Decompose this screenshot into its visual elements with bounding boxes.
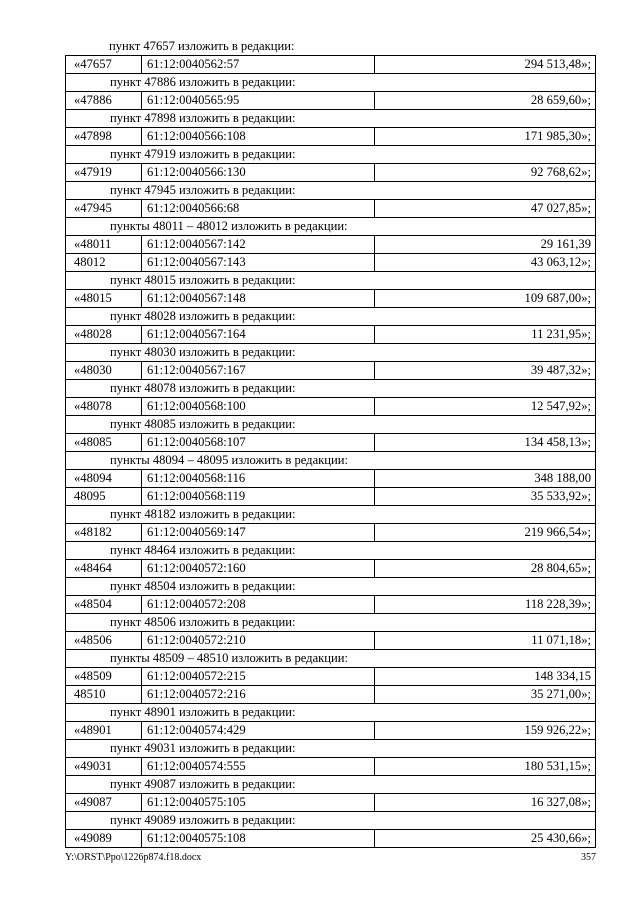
value-cell: 159 926,22»;: [524, 723, 591, 737]
cadastral-number-cell: 61:12:0040567:167: [142, 362, 375, 379]
value-cell: 35 271,00»;: [530, 687, 591, 701]
amendment-instruction: пункт 47898 изложить в редакции:: [65, 110, 596, 127]
table-row: [65, 829, 596, 848]
amendment-entry: [65, 218, 596, 272]
cadastral-number-cell: 61:12:0040562:57: [142, 56, 375, 73]
table-row: [65, 289, 596, 308]
value-cell: 12 547,92»;: [530, 399, 591, 413]
table-row: [65, 793, 596, 812]
cadastral-number-cell: 61:12:0040567:164: [142, 326, 375, 343]
amendment-instruction: пункт 48504 изложить в редакции:: [65, 578, 596, 595]
amendment-entry: [65, 740, 596, 776]
value-cell: 28 659,60»;: [530, 93, 591, 107]
cadastral-number-cell: 61:12:0040566:68: [142, 200, 375, 217]
cadastral-number-cell: 61:12:0040572:210: [142, 632, 375, 649]
cadastral-number-cell: 61:12:0040572:160: [142, 560, 375, 577]
cadastral-number-cell: 61:12:0040568:107: [142, 434, 375, 451]
table-row: [65, 91, 596, 110]
amendment-instruction: пункт 48464 изложить в редакции:: [65, 542, 596, 559]
amendment-entry: [65, 146, 596, 182]
value-cell: 92 768,62»;: [530, 165, 591, 179]
item-number-cell: «48464: [66, 560, 142, 577]
value-cell: 109 687,00»;: [524, 291, 591, 305]
value-cell: 29 161,39: [540, 237, 591, 251]
table-row: [65, 163, 596, 182]
amendment-instruction: пункт 48015 изложить в редакции:: [65, 272, 596, 289]
item-number-cell: «48509: [66, 668, 142, 685]
amendment-entry: [65, 344, 596, 380]
amendment-instruction: пункт 47945 изложить в редакции:: [65, 182, 596, 199]
value-cell: 43 063,12»;: [530, 255, 591, 269]
amendment-instruction: пункт 49087 изложить в редакции:: [65, 776, 596, 793]
amendment-entry: [65, 416, 596, 452]
amendment-entry: [65, 578, 596, 614]
item-number-cell: «48506: [66, 632, 142, 649]
item-number-cell: «48182: [66, 524, 142, 541]
value-cell: 148 334,15: [534, 669, 591, 683]
value-cell: 171 985,30»;: [524, 129, 591, 143]
cadastral-number-cell: 61:12:0040575:108: [142, 830, 375, 847]
cadastral-number-cell: 61:12:0040574:429: [142, 722, 375, 739]
cadastral-number-cell: 61:12:0040565:95: [142, 92, 375, 109]
amendment-instruction: пункт 47886 изложить в редакции:: [65, 74, 596, 91]
amendment-instruction: пункт 48901 изложить в редакции:: [65, 704, 596, 721]
table-row: [65, 595, 596, 614]
value-cell: 11 231,95»;: [531, 327, 591, 341]
amendment-instruction: пункт 48030 изложить в редакции:: [65, 344, 596, 361]
table-row: [65, 757, 596, 776]
value-cell: 180 531,15»;: [524, 759, 591, 773]
item-number-cell: «47657: [66, 56, 142, 73]
item-number-cell: «48078: [66, 398, 142, 415]
footer-file-path: Y:\ORST\Ppo\1226p874.f18.docx: [65, 852, 202, 863]
cadastral-number-cell: 61:12:0040567:148: [142, 290, 375, 307]
cadastral-number-cell: 61:12:0040566:108: [142, 128, 375, 145]
item-number-cell: «48030: [66, 362, 142, 379]
table-row: [65, 55, 596, 74]
amendment-instruction: пункт 49031 изложить в редакции:: [65, 740, 596, 757]
value-cell: 47 027,85»;: [530, 201, 591, 215]
table-row: [65, 325, 596, 344]
value-cell: 35 533,92»;: [530, 489, 591, 503]
value-cell: 219 966,54»;: [524, 525, 591, 539]
item-number-cell: 48510: [66, 686, 142, 703]
cadastral-number-cell: 61:12:0040575:105: [142, 794, 375, 811]
item-number-cell: «48901: [66, 722, 142, 739]
amendment-entry: [65, 542, 596, 578]
value-cell: 294 513,48»;: [524, 57, 591, 71]
value-cell: 25 430,66»;: [530, 831, 591, 845]
cadastral-number-cell: 61:12:0040567:143: [142, 254, 375, 271]
item-number-cell: «48015: [66, 290, 142, 307]
amendment-entry: [65, 74, 596, 110]
page-footer: [65, 852, 596, 863]
table-row: [65, 487, 596, 506]
amendment-entry: [65, 308, 596, 344]
amendment-instruction: пункт 48028 изложить в редакции:: [65, 308, 596, 325]
cadastral-number-cell: 61:12:0040574:555: [142, 758, 375, 775]
value-cell: 11 071,18»;: [531, 633, 591, 647]
table-row: [65, 127, 596, 146]
table-row: [65, 631, 596, 650]
table-row: [65, 559, 596, 578]
amendment-entry: [65, 776, 596, 812]
item-number-cell: «47945: [66, 200, 142, 217]
cadastral-number-cell: 61:12:0040568:100: [142, 398, 375, 415]
amendment-instruction: пункт 48078 изложить в редакции:: [65, 380, 596, 397]
item-number-cell: «48085: [66, 434, 142, 451]
item-number-cell: «47919: [66, 164, 142, 181]
table-row: [65, 253, 596, 272]
item-number-cell: 48095: [66, 488, 142, 505]
item-number-cell: «49031: [66, 758, 142, 775]
table-row: [65, 469, 596, 487]
item-number-cell: «47898: [66, 128, 142, 145]
value-cell: 134 458,13»;: [524, 435, 591, 449]
table-row: [65, 199, 596, 218]
amendment-instruction: пункт 48085 изложить в редакции:: [65, 416, 596, 433]
amendment-entry: [65, 452, 596, 506]
amendment-instruction: пункт 48506 изложить в редакции:: [65, 614, 596, 631]
value-cell: 348 188,00: [534, 471, 591, 485]
amendment-entry: [65, 650, 596, 704]
document-page: [65, 38, 596, 848]
amendment-entry: [65, 272, 596, 308]
item-number-cell: «48504: [66, 596, 142, 613]
amendment-entry: [65, 506, 596, 542]
cadastral-number-cell: 61:12:0040567:142: [142, 236, 375, 253]
amendment-instruction: пункт 49089 изложить в редакции:: [65, 812, 596, 829]
table-row: [65, 685, 596, 704]
table-row: [65, 235, 596, 253]
amendment-entry: [65, 38, 596, 74]
footer-page-number: 357: [581, 852, 596, 863]
amendment-entry: [65, 182, 596, 218]
amendment-entry: [65, 110, 596, 146]
amendment-entry: [65, 704, 596, 740]
value-cell: 39 487,32»;: [530, 363, 591, 377]
table-row: [65, 361, 596, 380]
item-number-cell: «48011: [66, 236, 142, 253]
table-row: [65, 397, 596, 416]
amendment-instruction: пункты 48011 – 48012 изложить в редакции:: [65, 218, 596, 235]
amendment-instruction: пункты 48094 – 48095 изложить в редакции:: [65, 452, 596, 469]
item-number-cell: 48012: [66, 254, 142, 271]
cadastral-number-cell: 61:12:0040569:147: [142, 524, 375, 541]
cadastral-number-cell: 61:12:0040572:208: [142, 596, 375, 613]
cadastral-number-cell: 61:12:0040572:216: [142, 686, 375, 703]
amendment-instruction: пункт 47919 изложить в редакции:: [65, 146, 596, 163]
value-cell: 28 804,65»;: [530, 561, 591, 575]
table-row: [65, 667, 596, 685]
cadastral-number-cell: 61:12:0040566:130: [142, 164, 375, 181]
table-row: [65, 721, 596, 740]
item-number-cell: «47886: [66, 92, 142, 109]
item-number-cell: «49087: [66, 794, 142, 811]
cadastral-number-cell: 61:12:0040568:119: [142, 488, 375, 505]
amendment-instruction: пункты 48509 – 48510 изложить в редакции:: [65, 650, 596, 667]
cadastral-number-cell: 61:12:0040568:116: [142, 470, 375, 487]
table-row: [65, 433, 596, 452]
item-number-cell: «48028: [66, 326, 142, 343]
amendment-entry: [65, 812, 596, 848]
cadastral-number-cell: 61:12:0040572:215: [142, 668, 375, 685]
amendment-instruction: пункт 47657 изложить в редакции:: [109, 39, 295, 53]
value-cell: 16 327,08»;: [530, 795, 591, 809]
item-number-cell: «48094: [66, 470, 142, 487]
amendment-entry: [65, 380, 596, 416]
item-number-cell: «49089: [66, 830, 142, 847]
amendment-instruction: пункт 48182 изложить в редакции:: [65, 506, 596, 523]
value-cell: 118 228,39»;: [524, 597, 591, 611]
table-row: [65, 523, 596, 542]
amendment-entry: [65, 614, 596, 650]
